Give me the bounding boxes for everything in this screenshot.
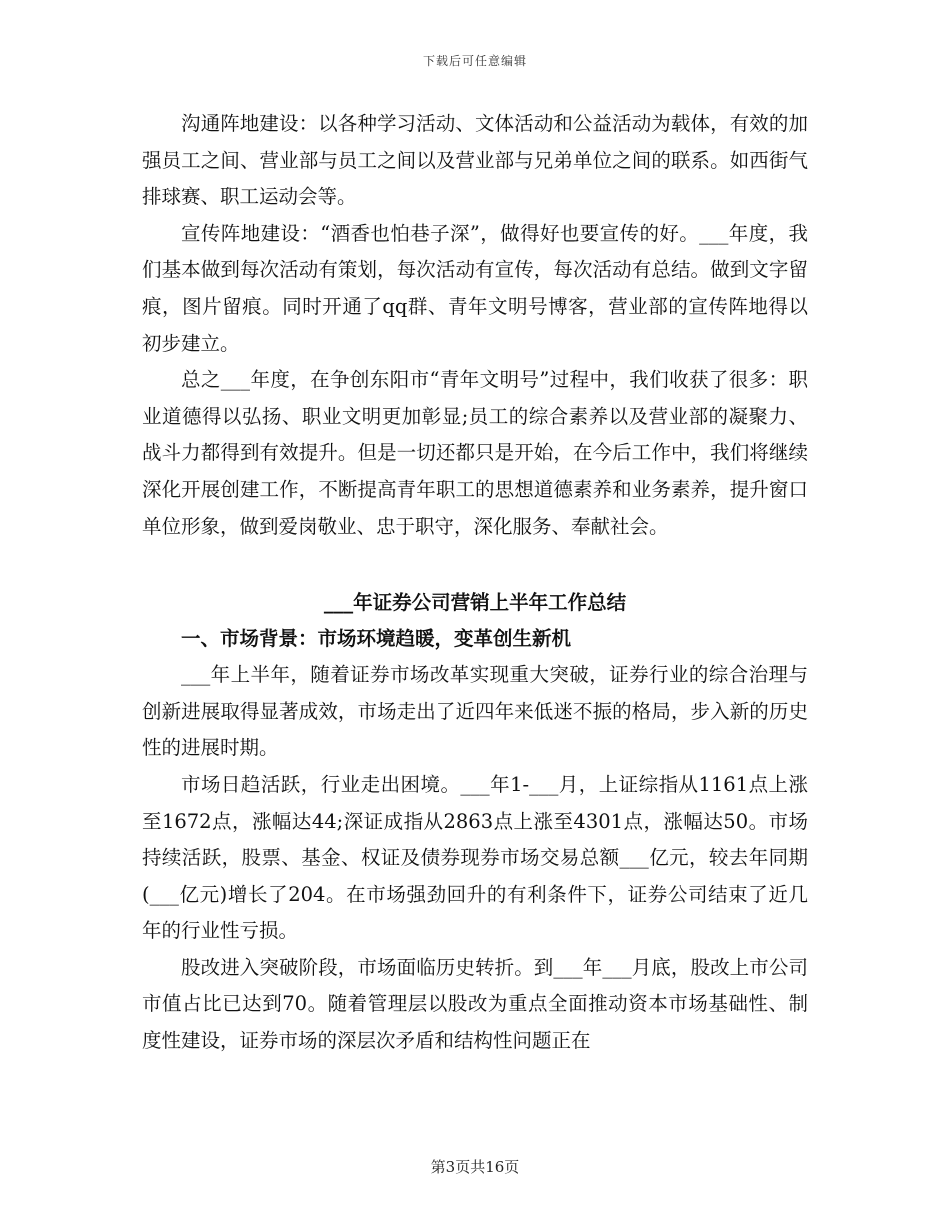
sub-heading-market-background: 一、市场背景：市场环境趋暖，变革创生新机 (181, 627, 572, 651)
section-title: ___年证券公司营销上半年工作总结 (323, 591, 627, 615)
paragraph-publicity: 宣传阵地建设：“酒香也怕巷子深”，做得好也要宣传的好。___年度，我们基本做到每次活动有策划，每次活动有宣传，每次活动有总结。做到文字留痕，图片留痕。同时开通了qq群、青年文明号博客，营业部的宣传阵地得以初步建立。 (142, 221, 808, 355)
page-header: 下载后可任意编辑 (422, 54, 527, 68)
paragraph-market-active: 市场日趋活跃，行业走出困境。___年1-___月，上证综指从1161点上涨至1672点，涨幅达44;深证成指从2863点上涨至4301点，涨幅达50。市场持续活跃，股票、基金、权证及债券现券市场交易总额___亿元，较去年同期(___亿元)增长了204。在市场强劲回升的有利条件下，证券公司结束了近几年的行业性亏损。 (142, 772, 808, 943)
document-body (142, 106, 808, 1060)
page-number: 第3页共16页 (430, 1158, 520, 1176)
paragraph-share-reform: 股改进入突破阶段，市场面临历史转折。到___年___月底，股改上市公司市值占比已达到70。随着管理层以股改为重点全面推动资本市场基础性、制度性建设，证券市场的深层次矛盾和结构性问题正在 (142, 955, 808, 1053)
paragraph-market-intro: ___年上半年，随着证券市场改革实现重大突破，证券行业的综合治理与创新进展取得显著成效，市场走出了近四年来低迷不振的格局，步入新的历史性的进展时期。 (142, 663, 808, 760)
paragraph-summary: 总之___年度，在争创东阳市“青年文明号”过程中，我们收获了很多：职业道德得以弘扬、职业文明更加彰显;员工的综合素养以及营业部的凝聚力、战斗力都得到有效提升。但是一切还都只是开始，在今后工作中，我们将继续深化开展创建工作，不断提高青年职工的思想道德素养和业务素养，提升窗口单位形象，做到爱岗敬业、忠于职守，深化服务、奉献社会。 (142, 368, 808, 538)
paragraph-communication: 沟通阵地建设：以各种学习活动、文体活动和公益活动为载体，有效的加强员工之间、营业部与员工之间以及营业部与兄弟单位之间的联系。如西街气排球赛、职工运动会等。 (142, 112, 808, 209)
